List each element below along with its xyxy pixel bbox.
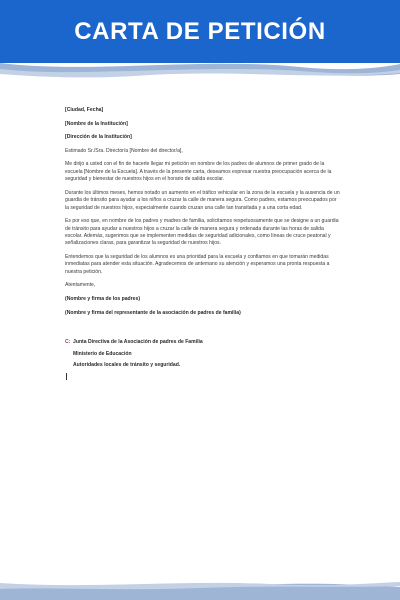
- page-title: CARTA DE PETICIÓN: [74, 17, 326, 45]
- body-paragraph: Es por eso que, en nombre de los padres y madres de familia, solicitamos respetuosamente que se designe a un guardia de tránsito para ayudar a nuestros hijos a cruzar la calle de manera segura y ordenada durante las horas de salida escolar. Además, sugerimos que se implementen medidas de seguridad adicionales, como líneas de cruce peatonal y señalizaciones claras, para garantizar la seguridad de nuestros hijos.: [65, 218, 339, 247]
- cc-mark: C:: [65, 339, 71, 346]
- signature-space: [65, 323, 340, 339]
- body-paragraph: Entendemos que la seguridad de los alumnos es una prioridad para la escuela y confiamos en que tomarán medidas inmediatas para atender esta situación. Agradecemos de antemano su atención y esperamos una pronta respuesta a nuestra petición.: [65, 254, 330, 275]
- institution-address: [Dirección de la Institución]: [65, 134, 132, 141]
- city-date: [Ciudad, Fecha]: [65, 107, 104, 113]
- salutation: Estimado Sr./Sra. Director/a [Nombre del director/a],: [65, 147, 183, 154]
- letter-page: [65, 107, 340, 384]
- cc-recipient: Autoridades locales de tránsito y seguridad.: [73, 362, 181, 368]
- text-cursor: [66, 373, 67, 380]
- body-paragraph: Durante los últimos meses, hemos notado un aumento en el tráfico vehicular en la zona de la escuela y la ausencia de un guardia de tránsito para ayudar a los niños a cruzar la calle de manera segura. Como padres, estamos preocupados por la seguridad de nuestros hijos, especialmente cuando cruzan una calle tan transitada y a una corta edad.: [65, 189, 340, 211]
- cc-line: [65, 339, 340, 346]
- cc-recipient: Ministerio de Educación: [73, 350, 132, 357]
- header-banner: [0, 0, 400, 63]
- body-paragraph: Me dirijo a usted con el fin de hacerle llegar mi petición en nombre de los padres de alumnos de primer grado de la escuela [Nombre de la Escuela]. A través de la presente carta, deseamos expresar nuestra preocupación acerca de la seguridad y bienestar de nuestros hijos en el horario de salida escolar.: [65, 161, 332, 183]
- signature-parents: (Nombre y firma de los padres): [65, 296, 141, 302]
- bottom-wave-decoration: [0, 578, 400, 600]
- closing: Atentamente,: [65, 282, 96, 289]
- top-wave-decoration: [0, 60, 400, 82]
- institution-name: [Nombre de la Institución]: [65, 120, 128, 127]
- cc-line: [65, 362, 340, 369]
- signature-representative: (Nombre y firma del representante de la asociación de padres de familia): [65, 309, 241, 316]
- cc-recipient: Junta Directiva de la Asociación de padres de Familia: [73, 339, 203, 346]
- cc-line: [65, 351, 340, 358]
